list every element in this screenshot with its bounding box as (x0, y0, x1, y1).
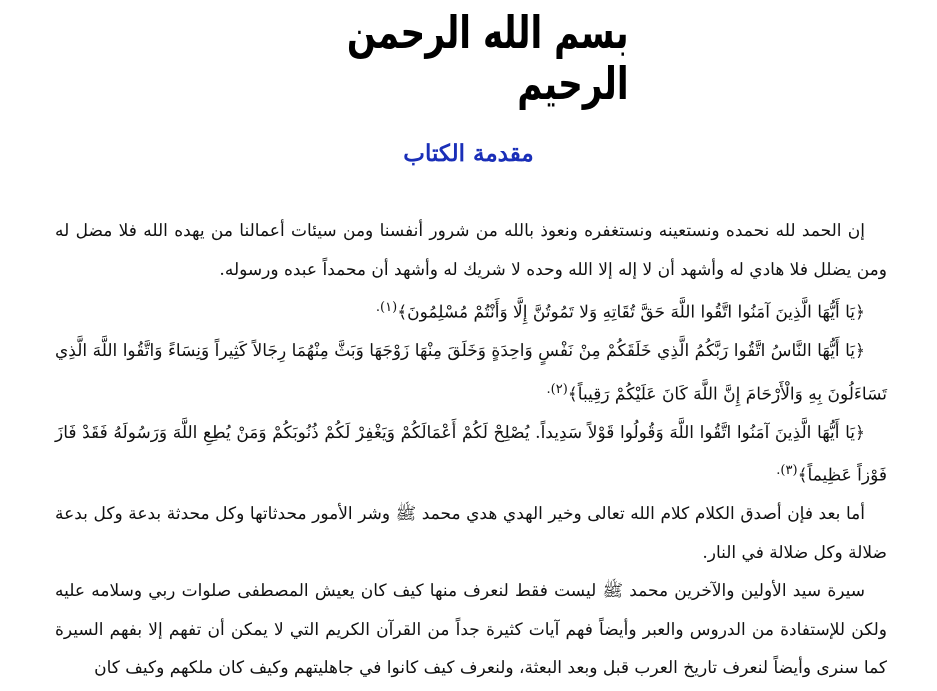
basmala-text: بسم الله الرحمن الرحيم (346, 7, 629, 111)
verse-text: ﴿يَا أَيُّهَا النَّاسُ اتَّقُوا رَبَّكُمُ الَّذِي خَلَقَكُمْ مِنْ نَفْسٍ وَاحِدَةٍ وَخَلَقَ مِنْهَا زَوْجَهَا وَبَثَّ مِنْهُمَا رِجَالاً كَثِيراً وَنِسَاءً وَاتَّقُوا اللَّهَ الَّذِي تَسَاءَلُونَ بِهِ وَالْأَرْحَامَ إِنَّ اللَّهَ كَانَ عَلَيْكُمْ رَقِيباً﴾ (55, 341, 887, 405)
page-title: مقدمة الكتاب (403, 140, 534, 167)
verse-text: ﴿يَا أَيُّهَا الَّذِينَ آمَنُوا اتَّقُوا اللَّهَ حَقَّ تُقَاتِهِ وَلا تَمُوتُنَّ إِلَّا وَأَنْتُمْ مُسْلِمُونَ﴾ (397, 302, 865, 323)
quran-verse-2 (55, 332, 887, 414)
basmala-calligraphy (300, 7, 637, 111)
paragraph-amma-bad: أما بعد فإن أصدق الكلام كلام الله تعالى وخير الهدي هدي محمد ﷺ وشر الأمور محدثاتها وكل محدثة بدعة وكل بدعة ضلالة وكل ضلالة في النار. (55, 504, 887, 563)
paragraph-opening: إن الحمد لله نحمده ونستعينه ونستغفره ونعوذ بالله من شرور أنفسنا ومن سيئات أعمالنا من يهده الله فلا مضل له ومن يضلل فلا هادي له وأشهد أن لا إله إلا الله وحده لا شريك له وأشهد أن محمداً عبده ورسوله. (55, 221, 887, 280)
footnote-ref: (١). (375, 300, 398, 315)
quran-verse-3 (55, 414, 887, 496)
paragraph-seerah: سيرة سيد الأولين والآخرين محمد ﷺ ليست فقط لنعرف منها كيف كان يعيش المصطفى صلوات ربي وسلامه عليه ولكن للإستفادة من الدروس والعبر وأيضاً فهم آيات كثيرة جداً من القرآن الكريم التي لا يمكن أن تفهم إلا بفهم السيرة كما سنرى وأيضاً لنعرف تاريخ العرب قبل وبعد البعثة، ولنعرف كيف كانوا في جاهليتهم وكيف كان ملكهم وكيف كان (55, 581, 887, 679)
footnote-ref: (٣). (776, 463, 798, 479)
quran-verse-1 (55, 289, 887, 332)
document-body (55, 212, 887, 688)
footnote-ref: (٢). (546, 381, 568, 397)
verse-text: ﴿يَا أَيُّهَا الَّذِينَ آمَنُوا اتَّقُوا اللَّهَ وَقُولُوا قَوْلاً سَدِيداً. يُصْلِحْ لَكُمْ أَعْمَالَكُمْ وَيَغْفِرْ لَكُمْ ذُنُوبَكُمْ وَمَنْ يُطِعِ اللَّهَ وَرَسُولَهُ فَقَدْ فَازَ فَوْزاً عَظِيماً﴾ (55, 422, 887, 486)
